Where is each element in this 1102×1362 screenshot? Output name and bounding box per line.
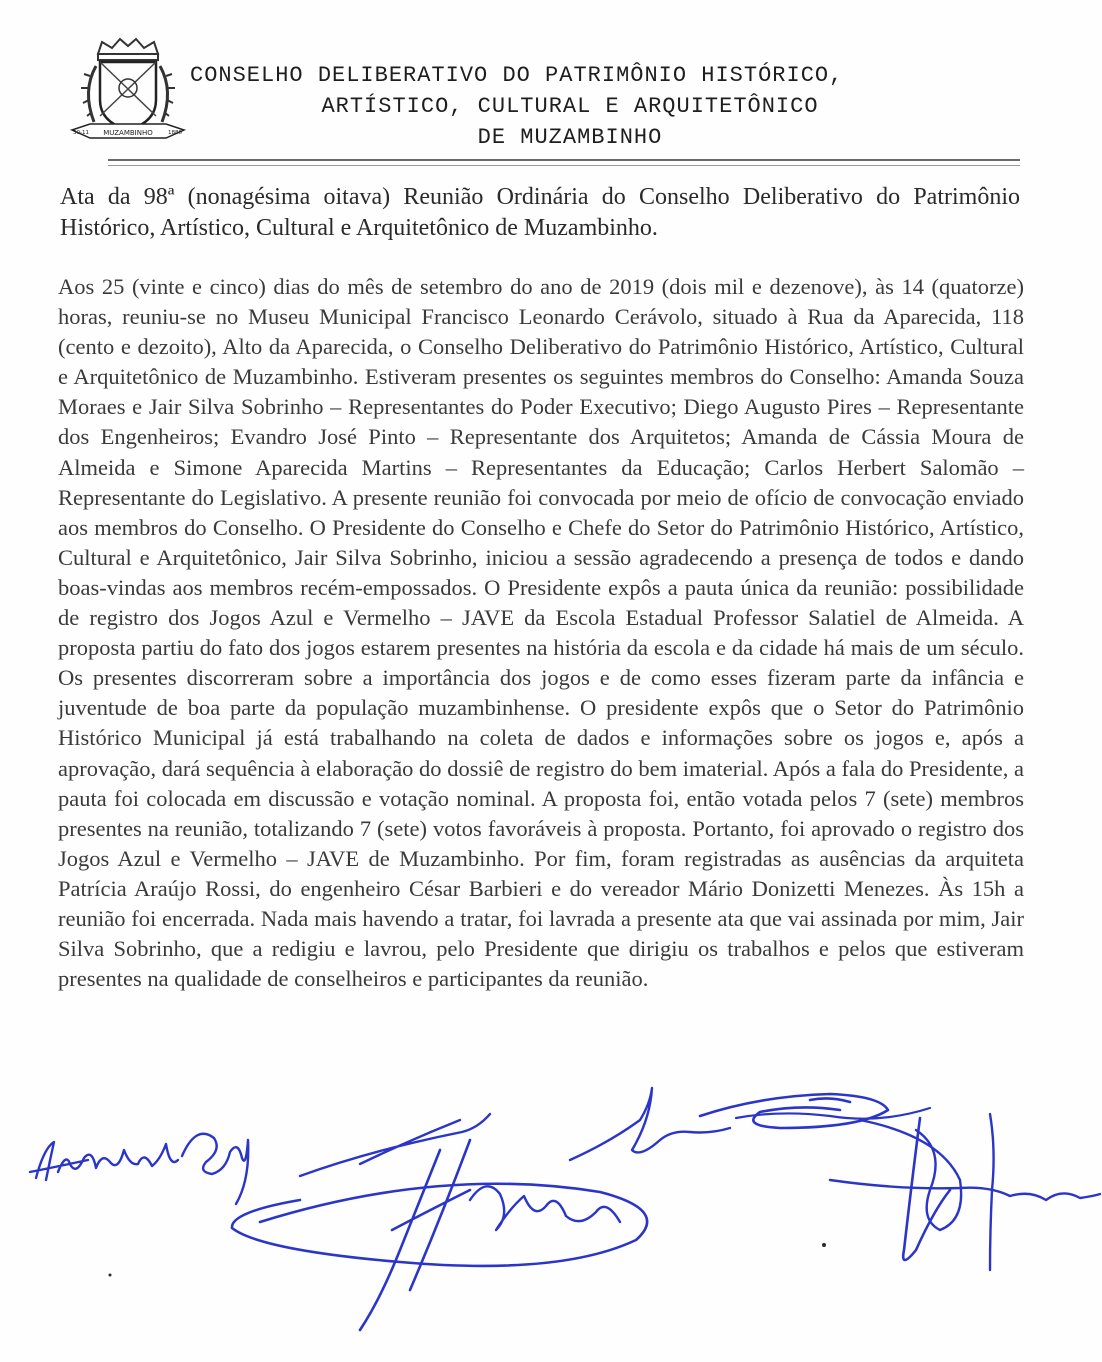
signatures bbox=[0, 1080, 1102, 1362]
seal-ribbon-text: MUZAMBINHO bbox=[103, 129, 153, 137]
council-name bbox=[190, 60, 950, 153]
signature-4 bbox=[830, 1114, 1100, 1270]
document-header bbox=[0, 0, 1102, 180]
seal-date-left: 30-11 bbox=[73, 130, 89, 136]
seal-date-right: 1880 bbox=[168, 130, 182, 136]
minutes-title: Ata da 98ª (nonagésima oitava) Reunião Ordinária do Conselho Deliberativo do Patrimônio Histórico, Artístico, Cultural e Arquitetônico de Muzambinho. bbox=[60, 184, 1020, 241]
minutes-body: Aos 25 (vinte e cinco) dias do mês de setembro do ano de 2019 (dois mil e dezenove), às 14 (quatorze) horas, reuniu-se no Museu Municipal Francisco Leonardo Cerávolo, situado à Rua da Aparecida, 118 (cento e dezoito), Alto da Aparecida, o Conselho Deliberativo do Patrimônio Histórico, Artístico, Cultural e Arquitetônico de Muzambinho. Estiveram presentes os seguintes membros do Conselho: Amanda Souza Moraes e Jair Silva Sobrinho – Representantes do Poder Executivo; Diego Augusto Pires – Representante dos Engenheiros; Evandro José Pinto – Representante dos Arquitetos; Amanda de Cássia Moura de Almeida e Simone Aparecida Martins – Representantes da Educação; Carlos Herbert Salomão – Representante do Legislativo. A presente reunião foi convocada por meio de ofício de convocação enviado aos membros do Conselho. O Presidente do Conselho e Chefe do Setor do Patrimônio Histórico, Artístico, Cultural e Arquitetônico, Jair Silva Sobrinho, iniciou a sessão agradecendo a presença de todos e dando boas-vindas aos membros recém-empossados. O Presidente expôs a pauta única da reunião: possibilidade de registro dos Jogos Azul e Vermelho – JAVE da Escola Estadual Professor Salatiel de Almeida. A proposta partiu do fato dos jogos estarem presentes na história da escola e da cidade há mais de um século. Os presentes discorreram sobre a importância dos jogos e de como esses fizeram parte da infância e juventude de boa parte da população muzambinhense. O presidente expôs que o Setor do Patrimônio Histórico Municipal já está trabalhando na coleta de dados e informações sobre os jogos e, após a aprovação, dará sequência à elaboração do dossiê de registro do bem imaterial. Após a fala do Presidente, a pauta foi colocada em discussão e votação nominal. A proposta foi, então votada pelos 7 (sete) membros presentes na reunião, totalizando 7 (sete) votos favoráveis à proposta. Portanto, foi aprovado o registro dos Jogos Azul e Vermelho – JAVE de Muzambinho. Por fim, foram registradas as ausências da arquiteta Patrícia Araújo Rossi, do engenheiro César Barbieri e do vereador Mário Donizetti Menezes. Às 15h a reunião foi encerrada. Nada mais havendo a tratar, foi lavrada a presente ata que vai assinada por mim, Jair Silva Sobrinho, que a redigiu e lavrou, pelo Presidente que dirigiu os trabalhos e pelos que estiveram presentes na qualidade de conselheiros e participantes da reunião. bbox=[58, 274, 1024, 992]
signature-1 bbox=[30, 1134, 248, 1204]
header-divider bbox=[108, 159, 1020, 161]
header-line-2: ARTÍSTICO, CULTURAL E ARQUITETÔNICO bbox=[321, 94, 819, 119]
municipal-coat-of-arms bbox=[68, 36, 188, 146]
header-line-3: DE MUZAMBINHO bbox=[477, 125, 663, 150]
signature-2 bbox=[232, 1114, 647, 1330]
header-divider-thin bbox=[108, 165, 1020, 166]
header-line-1: CONSELHO DELIBERATIVO DO PATRIMÔNIO HISTÓRICO, bbox=[190, 63, 844, 88]
